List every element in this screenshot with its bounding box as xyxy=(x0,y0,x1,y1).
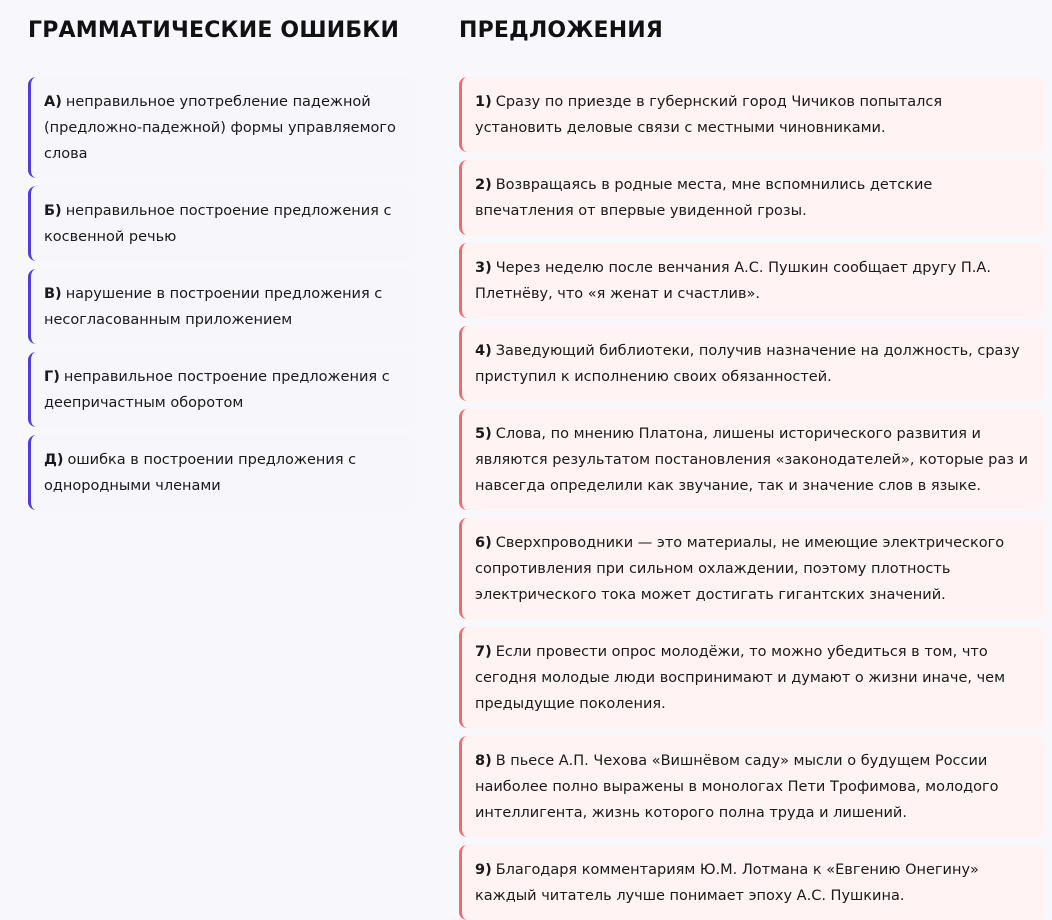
item-text: неправильное построение предложения с деепричастным оборотом xyxy=(44,369,390,411)
sentence-item-6 xyxy=(459,518,1045,619)
item-key: 9) xyxy=(475,862,492,878)
sentence-item-5 xyxy=(459,409,1045,510)
item-text: Сразу по приезде в губернский город Чичиков попытался установить деловые связи с местными чиновниками. xyxy=(475,94,943,136)
item-text: Слова, по мнению Платона, лишены исторического развития и являются результатом постановления «законодателей», которые раз и навсегда определили как звучание, так и значение слов в языке. xyxy=(475,426,1029,494)
sentence-item-9 xyxy=(459,845,1045,920)
error-item-b xyxy=(28,186,416,261)
sentence-item-4 xyxy=(459,326,1045,401)
item-key: 7) xyxy=(475,644,492,660)
item-key: 8) xyxy=(475,753,492,769)
error-item-g xyxy=(28,352,416,427)
item-text: ошибка в построении предложения с однородными членами xyxy=(44,452,357,494)
item-key: 6) xyxy=(475,535,492,551)
item-text: Через неделю после венчания А.С. Пушкин сообщает другу П.А. Плетнёву, что «я женат и счастлив». xyxy=(475,260,991,302)
item-key: Д) xyxy=(44,452,64,468)
sentence-item-8 xyxy=(459,736,1045,837)
item-key: 2) xyxy=(475,177,492,193)
sentence-item-2 xyxy=(459,160,1045,235)
error-item-a xyxy=(28,77,416,178)
sentence-item-7 xyxy=(459,627,1045,728)
item-text: нарушение в построении предложения с несогласованным приложением xyxy=(44,286,383,328)
item-key: В) xyxy=(44,286,62,302)
sentence-item-3 xyxy=(459,243,1045,318)
sentences-heading: ПРЕДЛОЖЕНИЯ xyxy=(459,18,664,43)
item-key: А) xyxy=(44,94,62,110)
item-key: 4) xyxy=(475,343,492,359)
sentence-item-1 xyxy=(459,77,1045,152)
errors-list xyxy=(28,77,416,510)
error-item-v xyxy=(28,269,416,344)
item-key: 1) xyxy=(475,94,492,110)
item-text: Заведующий библиотеки, получив назначение на должность, сразу приступил к исполнению своих обязанностей. xyxy=(475,343,1020,385)
item-text: В пьесе А.П. Чехова «Вишнёвом саду» мысли о будущем России наиболее полно выражены в монологах Пети Трофимова, молодого интеллигента, жизнь которого полна труда и лишений. xyxy=(475,753,999,821)
item-text: Возвращаясь в родные места, мне вспомнились детские впечатления от впервые увиденной грозы. xyxy=(475,177,933,219)
item-text: неправильное употребление падежной (предложно-падежной) формы управляемого слова xyxy=(44,94,396,162)
item-key: Б) xyxy=(44,203,62,219)
item-key: 3) xyxy=(475,260,492,276)
item-text: Сверхпроводники — это материалы, не имеющие электрического сопротивления при сильном охлаждении, поэтому плотность электрического тока может достигать гигантских значений. xyxy=(475,535,1005,603)
item-key: 5) xyxy=(475,426,492,442)
item-text: Благодаря комментариям Ю.М. Лотмана к «Евгению Онегину» каждый читатель лучше понимает эпоху А.С. Пушкина. xyxy=(475,862,979,904)
item-text: Если провести опрос молодёжи, то можно убедиться в том, что сегодня молодые люди воспринимают и думают о жизни иначе, чем предыдущие поколения. xyxy=(475,644,1006,712)
error-item-d xyxy=(28,435,416,510)
errors-heading: ГРАММАТИЧЕСКИЕ ОШИБКИ xyxy=(28,18,400,43)
item-text: неправильное построение предложения с косвенной речью xyxy=(44,203,392,245)
sentences-list xyxy=(459,77,1045,920)
item-key: Г) xyxy=(44,369,60,385)
